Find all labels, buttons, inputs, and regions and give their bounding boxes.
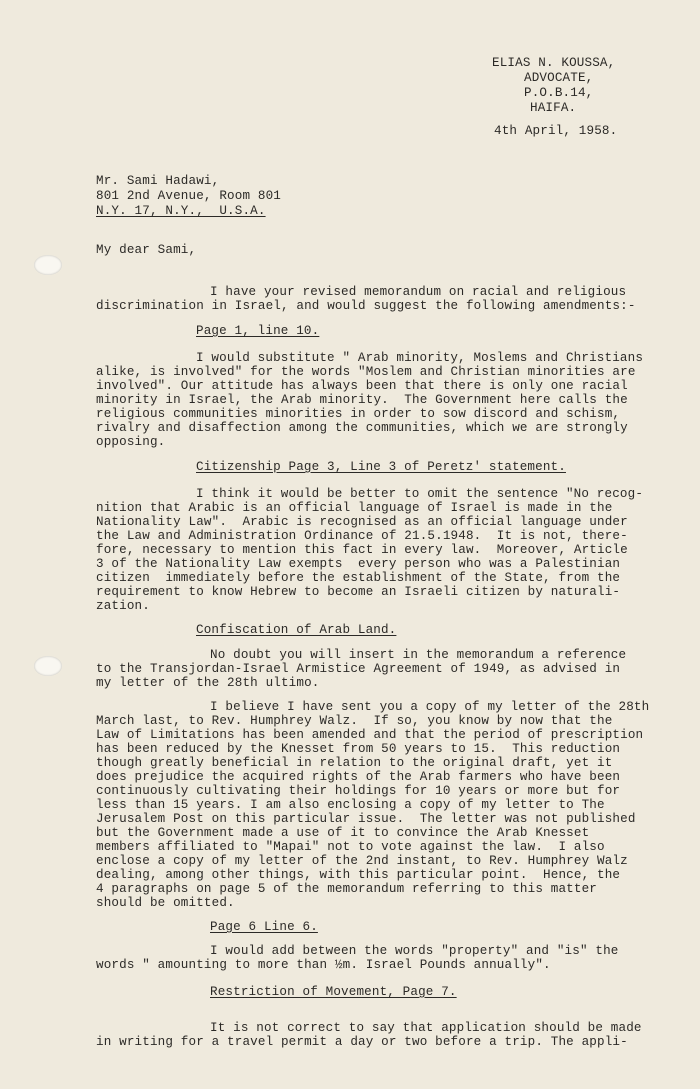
body-line: Law of Limitations has been amended and that the period of prescription — [96, 728, 644, 742]
recipient-city: N.Y. 17, N.Y., U.S.A. — [96, 204, 266, 218]
section-heading: Page 1, line 10. — [196, 324, 320, 338]
body-line: alike, is involved" for the words "Moslem and Christian minorities are — [96, 365, 636, 379]
letter-date: 4th April, 1958. — [494, 124, 618, 138]
body-line: should be omitted. — [96, 896, 235, 910]
body-line: to the Transjordan-Israel Armistice Agreement of 1949, as advised in — [96, 662, 621, 676]
body-line: words " amounting to more than ½m. Israel Pounds annually". — [96, 958, 551, 972]
sender-title: ADVOCATE, — [524, 71, 594, 85]
sender-city: HAIFA. — [530, 101, 577, 115]
recipient-address: 801 2nd Avenue, Room 801 — [96, 189, 281, 203]
recipient-name: Mr. Sami Hadawi, — [96, 174, 220, 188]
intro-line: discrimination in Israel, and would suggest the following amendments:- — [96, 299, 636, 313]
body-line: nition that Arabic is an official language of Israel is made in the — [96, 501, 613, 515]
body-line: members affiliated to "Mapai" not to vote against the law. I also — [96, 840, 605, 854]
punch-hole — [34, 656, 62, 676]
body-line: but the Government made a use of it to convince the Arab Knesset — [96, 826, 590, 840]
body-line: No doubt you will insert in the memorandum a reference — [210, 648, 627, 662]
intro-line: I have your revised memorandum on racial and religious — [210, 285, 627, 299]
body-line: continuously cultivating their holdings for 10 years or more but for — [96, 784, 621, 798]
body-line: Nationality Law". Arabic is recognised as an official language under — [96, 515, 628, 529]
section-heading: Restriction of Movement, Page 7. — [210, 985, 457, 999]
body-line: my letter of the 28th ultimo. — [96, 676, 320, 690]
body-line: March last, to Rev. Humphrey Walz. If so, you know by now that the — [96, 714, 613, 728]
body-line: citizen immediately before the establishment of the State, from the — [96, 571, 621, 585]
body-line: dealing, among other things, with this particular point. Hence, the — [96, 868, 621, 882]
body-line: opposing. — [96, 435, 166, 449]
body-line: It is not correct to say that application should be made — [210, 1021, 642, 1035]
body-line: religious communities minorities in order to sow discord and schism, — [96, 407, 621, 421]
body-line: does prejudice the acquired rights of the Arab farmers who have been — [96, 770, 621, 784]
sender-pobox: P.O.B.14, — [524, 86, 594, 100]
sender-name: ELIAS N. KOUSSA, — [492, 56, 616, 70]
section-heading: Citizenship Page 3, Line 3 of Peretz' statement. — [196, 460, 566, 474]
body-line: has been reduced by the Knesset from 50 years to 15. This reduction — [96, 742, 621, 756]
punch-hole — [34, 255, 62, 275]
body-line: the Law and Administration Ordinance of 21.5.1948. It is not, there- — [96, 529, 628, 543]
body-line: I would add between the words "property" and "is" the — [210, 944, 619, 958]
body-line: minority in Israel, the Arab minority. The Government here calls the — [96, 393, 628, 407]
body-line: I think it would be better to omit the sentence "No recog- — [196, 487, 644, 501]
body-line: though greatly beneficial in relation to the original draft, yet it — [96, 756, 613, 770]
body-line: I would substitute " Arab minority, Moslems and Christians — [196, 351, 644, 365]
body-line: fore, necessary to mention this fact in every law. Moreover, Article — [96, 543, 628, 557]
body-line: in writing for a travel permit a day or two before a trip. The appli- — [96, 1035, 628, 1049]
body-line: enclose a copy of my letter of the 2nd instant, to Rev. Humphrey Walz — [96, 854, 628, 868]
body-line: involved". Our attitude has always been that there is only one racial — [96, 379, 628, 393]
body-line: rivalry and disaffection among the communities, which we are strongly — [96, 421, 628, 435]
body-line: requirement to know Hebrew to become an Israeli citizen by naturali- — [96, 585, 621, 599]
body-line: I believe I have sent you a copy of my letter of the 28th — [210, 700, 650, 714]
body-line: zation. — [96, 599, 150, 613]
body-line: 3 of the Nationality Law exempts every person who was a Palestinian — [96, 557, 621, 571]
salutation: My dear Sami, — [96, 243, 197, 257]
body-line: Jerusalem Post on this particular issue. The letter was not published — [96, 812, 636, 826]
section-heading: Confiscation of Arab Land. — [196, 623, 397, 637]
body-line: less than 15 years. I am also enclosing a copy of my letter to The — [96, 798, 605, 812]
section-heading: Page 6 Line 6. — [210, 920, 318, 934]
body-line: 4 paragraphs on page 5 of the memorandum referring to this matter — [96, 882, 597, 896]
